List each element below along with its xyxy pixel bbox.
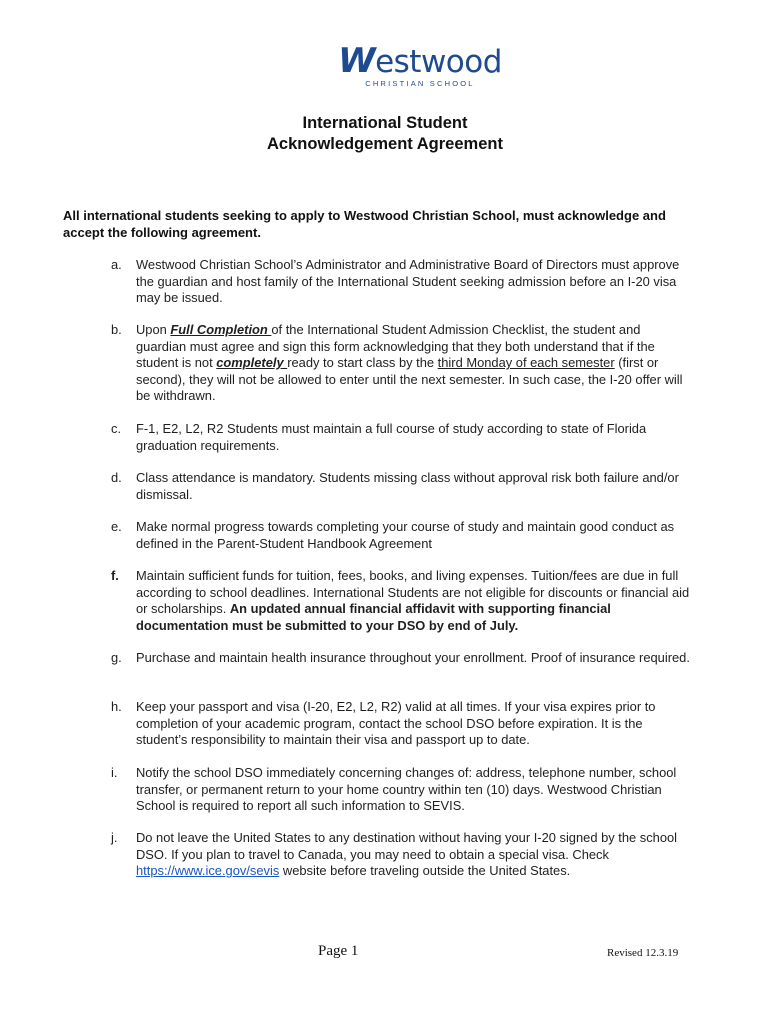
list-item-d [111,470,691,503]
item-b-part-7: (first or second), they will not be allowed to enter until the next semester. In such case, the I-20 offer will be withdrawn. [136,355,683,404]
item-text: Purchase and maintain health insurance throughout your enrollment. Proof of insurance required. [136,650,690,665]
item-marker: e. [111,519,122,534]
item-b-part-5: ready to start class by the [287,355,438,371]
item-text [136,322,691,405]
item-marker: g. [111,650,122,665]
item-text: F-1, E2, L2, R2 Students must maintain a full course of study according to state of Florida graduation requirements. [136,421,647,453]
title-line-1: International Student [302,114,468,132]
item-marker: a. [111,257,122,272]
item-b-part-1: Upon [136,322,171,337]
third-monday-underline: third Monday of each semester [437,355,615,371]
ice-sevis-link[interactable]: https://www.ice.gov/sevis [136,863,280,879]
item-text: Class attendance is mandatory. Students missing class without approval risk both failure and/or dismissal. [136,470,679,502]
list-item-f [111,568,691,634]
title-line-2: Acknowledgement Agreement [267,135,503,153]
item-text: Notify the school DSO immediately concerning changes of: address, telephone number, school transfer, or permanent return to your home country within ten (10) days. Westwood Christian School is required to report all such information to SEVIS. [136,765,677,814]
item-marker: h. [111,699,122,714]
completely-emphasis: completely [216,355,288,371]
revision-date: Revised 12.3.19 [607,947,679,959]
item-j-part-2: website before traveling outside the United States. [279,863,571,879]
item-text: Keep your passport and visa (I-20, E2, L2, R2) valid at all times. If your visa expires prior to completion of your academic program, contact the school DSO before expiration. It is the student’s responsibility to maintain their visa and passport up to date. [136,699,656,748]
list-item-g [111,650,691,667]
document-title [0,113,770,155]
item-j-part-1: Do not leave the United States to any destination without having your I-20 signed by the school DSO. If you plan to travel to Canada, you may need to obtain a special visa. Check [136,830,678,862]
logo-name: estwood [375,44,502,80]
item-marker: i. [111,765,118,780]
list-item-a [111,257,691,307]
list-item-h [111,699,691,749]
item-text [136,568,691,634]
intro-paragraph: All international students seeking to apply to Westwood Christian School, must acknowledge and accept the following agreement. [63,208,666,240]
page-number: Page 1 [318,943,359,959]
item-text: Make normal progress towards completing your course of study and maintain good conduct as defined in the Parent-Student Handbook Agreement [136,519,675,551]
item-marker: b. [111,322,122,337]
school-logo [0,41,770,88]
item-marker: j. [111,830,118,845]
list-item-c [111,421,691,454]
item-marker: f. [111,568,119,583]
list-item-b [111,322,691,405]
logo-mark: W [338,41,376,81]
item-text [136,830,691,880]
financial-affidavit-emphasis: An updated annual financial affidavit with supporting financial documentation must be submitted to your DSO by end of July. [136,601,611,633]
item-marker: d. [111,470,122,485]
list-item-j [111,830,691,880]
full-completion-emphasis: Full Completion [170,322,272,337]
list-item-i [111,765,691,815]
item-marker: c. [111,421,122,436]
list-item-e [111,519,691,552]
item-b-part-3: of the International Student Admission Checklist, the student and guardian must agree and sign this form acknowledging that they both understand that if the student is not [136,322,655,371]
logo-subtitle: CHRISTIAN SCHOOL [365,79,475,88]
item-f-part-1: Maintain sufficient funds for tuition, fees, books, and living expenses. Tuition/fees are due in full according to school deadlines. International Students are not eligible for discounts or financial aid or scholarships. [136,568,690,617]
logo-wordmark [338,41,502,81]
item-text: Westwood Christian School’s Administrator and Administrative Board of Directors must approve the guardian and host family of the International Student seeking admission before an I-20 visa may be issued. [136,257,680,306]
